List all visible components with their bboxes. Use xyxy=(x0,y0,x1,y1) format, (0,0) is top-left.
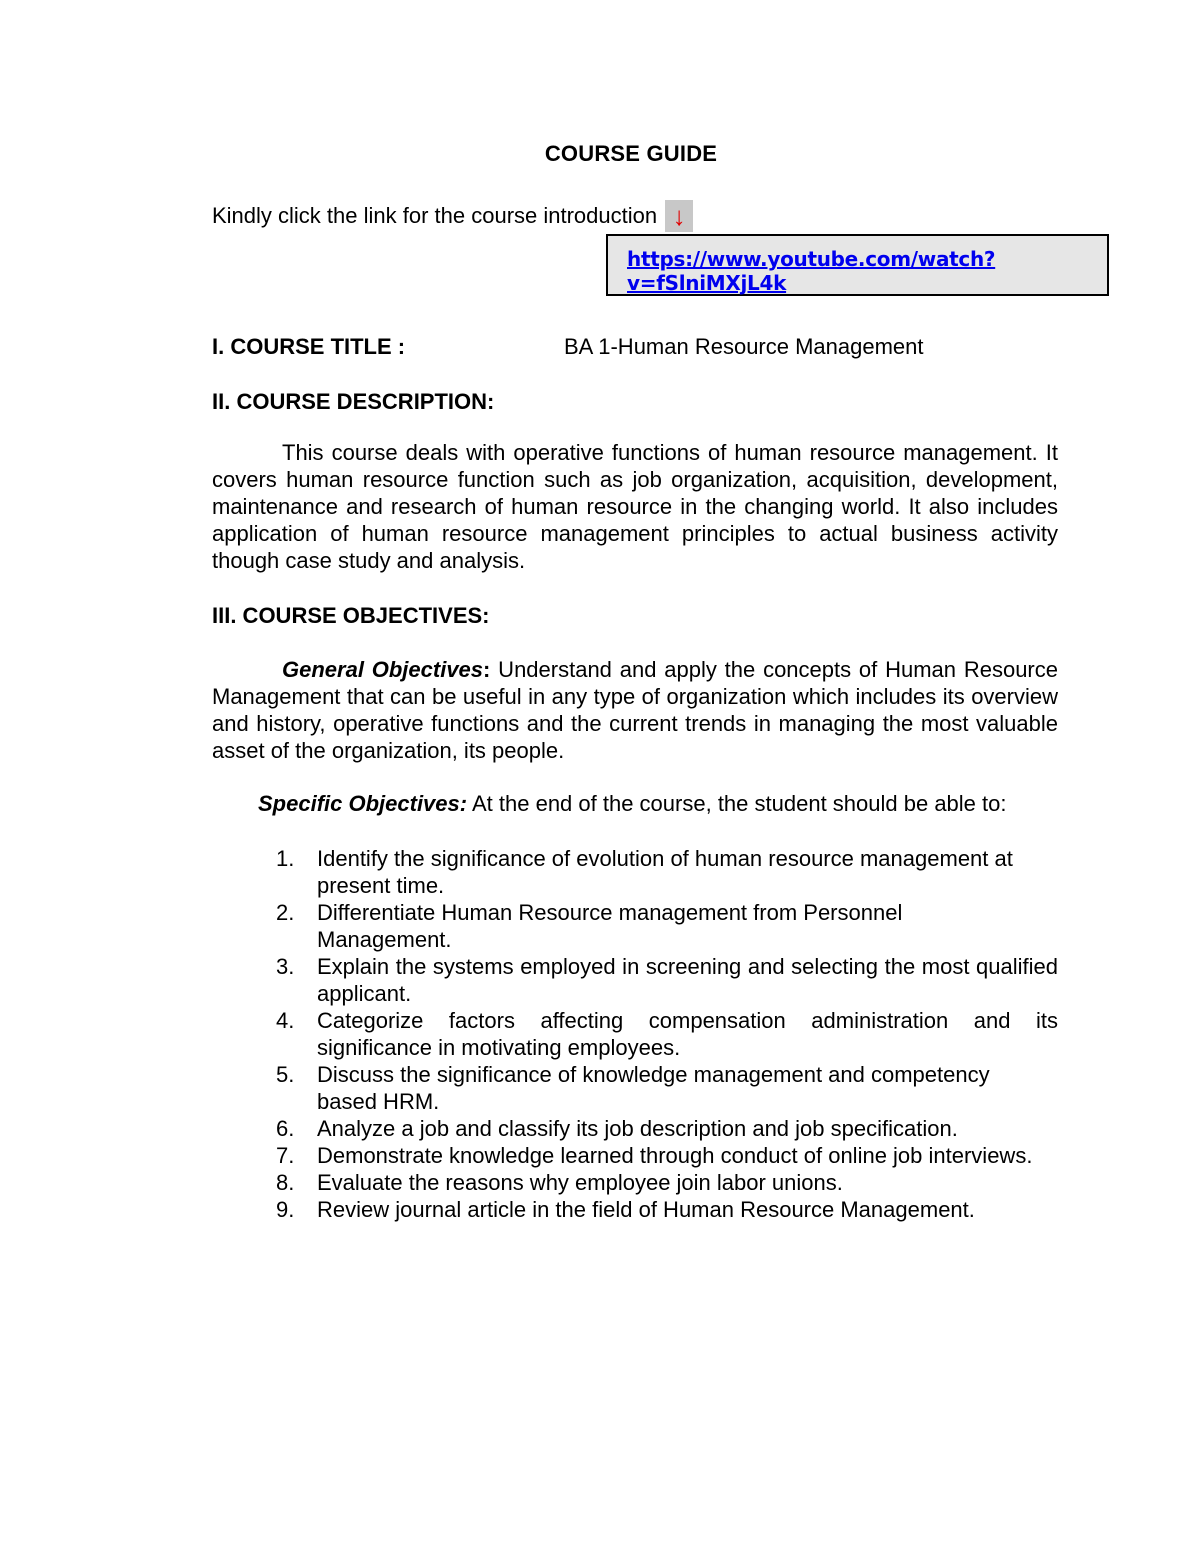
list-item-text: Explain the systems employed in screening and selecting the most qualified applicant. xyxy=(317,954,1058,1006)
list-item-text: Analyze a job and classify its job description and job specification. xyxy=(317,1116,958,1141)
general-objectives-colon: : xyxy=(483,657,491,682)
description-paragraph: This course deals with operative functions of human resource management. It covers human resource function such as job organization, acquisition, development, maintenance and research of human resource in the changing world. It also includes application of human resource management principles to actual business activity though case study and analysis. xyxy=(212,440,1058,573)
general-objectives-text: Understand and apply the concepts of Human Resource Management that can be useful in any type of organization which includes its overview and history, operative functions and the current trends in managing the most valuable asset of the organization, its people. xyxy=(212,657,1058,763)
list-item xyxy=(276,1115,1058,1142)
list-item xyxy=(276,845,1058,899)
course-title-value: BA 1-Human Resource Management xyxy=(564,334,924,359)
specific-objectives-line xyxy=(258,791,1006,817)
youtube-link[interactable]: https://www.youtube.com/watch?v=fSlniMXjL4k xyxy=(627,247,996,295)
list-item-text: Differentiate Human Resource management from Personnel Management. xyxy=(317,900,903,952)
general-objectives-label: General Objectives xyxy=(282,657,484,682)
list-item-number: 2. xyxy=(276,900,295,925)
list-item-text: Discuss the significance of knowledge management and competency based HRM. xyxy=(317,1062,990,1114)
list-item-text: Evaluate the reasons why employee join labor unions. xyxy=(317,1170,843,1195)
list-item xyxy=(276,953,1058,1007)
list-item-number: 6. xyxy=(276,1116,295,1141)
intro-text: Kindly click the link for the course introduction xyxy=(212,203,658,228)
list-item xyxy=(276,1196,1058,1223)
arrow-down-icon: ↓ xyxy=(665,200,693,232)
list-item-text: Identify the significance of evolution of human resource management at present time. xyxy=(317,846,1013,898)
objectives-list xyxy=(276,845,1058,1223)
list-item-number: 1. xyxy=(276,846,295,871)
list-item-number: 5. xyxy=(276,1062,295,1087)
list-item-number: 3. xyxy=(276,954,295,979)
general-objectives-paragraph xyxy=(212,656,1058,764)
list-item-text: Review journal article in the field of Human Resource Management. xyxy=(317,1197,975,1222)
link-box xyxy=(606,234,1109,296)
course-title-label: I. COURSE TITLE : xyxy=(212,334,406,359)
list-item-text: Categorize factors affecting compensation administration and its significance in motivating employees. xyxy=(317,1008,1058,1060)
list-item-number: 9. xyxy=(276,1197,295,1222)
list-item xyxy=(276,1142,1058,1169)
list-item xyxy=(276,899,1058,953)
description-heading: II. COURSE DESCRIPTION: xyxy=(212,389,495,414)
list-item-number: 7. xyxy=(276,1143,295,1168)
list-item xyxy=(276,1061,1058,1115)
list-item-number: 8. xyxy=(276,1170,295,1195)
list-item xyxy=(276,1007,1058,1061)
specific-objectives-text: At the end of the course, the student should be able to: xyxy=(467,791,1007,816)
list-item xyxy=(276,1169,1058,1196)
objectives-heading: III. COURSE OBJECTIVES: xyxy=(212,603,490,628)
intro-line xyxy=(212,200,693,232)
page-title: COURSE GUIDE xyxy=(544,141,718,166)
specific-objectives-label: Specific Objectives: xyxy=(258,791,468,816)
list-item-number: 4. xyxy=(276,1008,295,1033)
list-item-text: Demonstrate knowledge learned through conduct of online job interviews. xyxy=(317,1143,1033,1168)
